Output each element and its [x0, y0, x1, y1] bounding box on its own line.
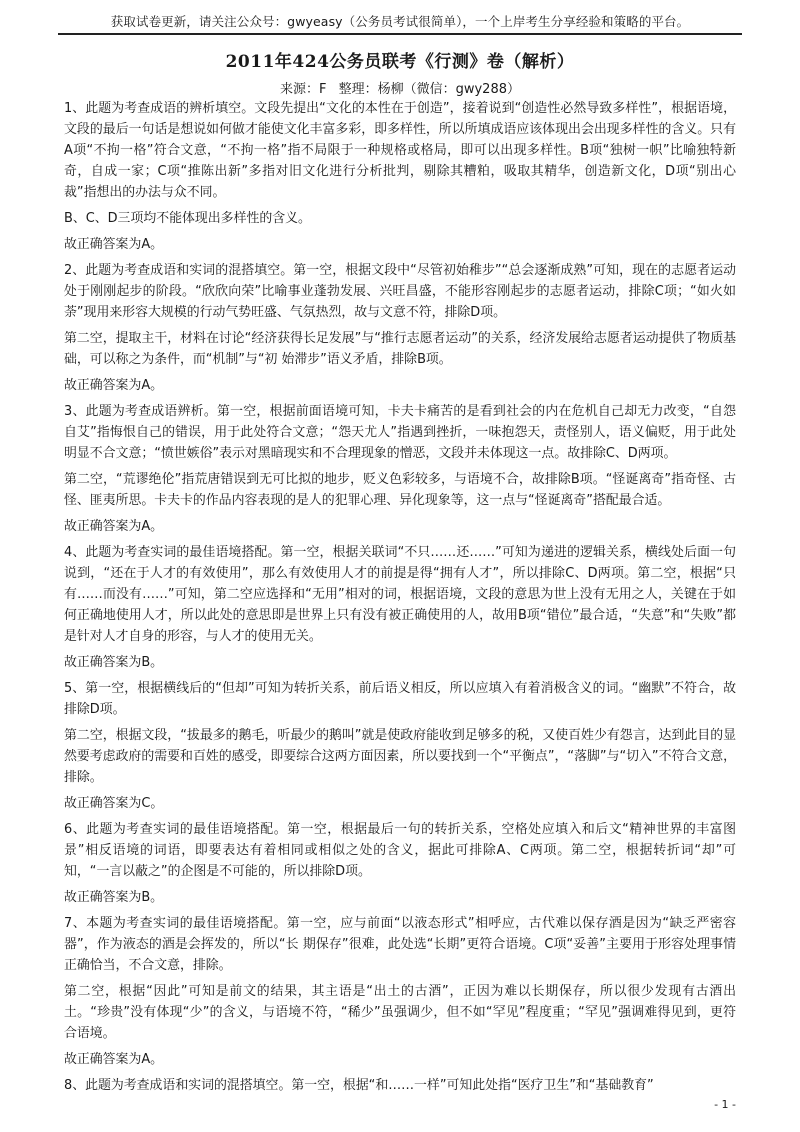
- answer-line: 故正确答案为B。: [64, 655, 164, 670]
- top-banner: [0, 0, 800, 34]
- paragraph: 第二空，“荒谬绝伦”指荒唐错误到无可比拟的地步，贬义色彩较多，与语境不合，故排除B项。“怪诞离奇”指奇怪、古怪、匪夷所思。卡夫卡的作品内容表现的是人的犯罪心理、异化现象等，这一点与“怪诞离奇”搭配最合适。: [64, 472, 736, 508]
- paragraph: 第二空，提取主干，材料在讨论“经济获得长足发展”与“推行志愿者运动”的关系，经济发展给志愿者运动提供了物质基础，可以称之为条件，而“机制”与“初 始滞步”语义矛盾，排除B项。: [64, 331, 736, 367]
- paragraph: 2、此题为考查成语和实词的混搭填空。第一空，根据文段中“尽管初始稚步”“总会逐渐成熟”可知，现在的志愿者运动处于刚刚起步的阶段。“欣欣向荣”比喻事业蓬勃发展、兴旺昌盛，不能形容刚起步的志愿者运动，排除C项；“如火如荼”现用来形容大规模的行动气势旺盛、气氛热烈，故与文意不符，排除D项。: [64, 263, 736, 320]
- paragraph: 1、此题为考查成语的辨析填空。文段先提出“文化的本性在于创造”，接着说到“创造性必然导致多样性”，根据语境，文段的最后一句话是想说如何做才能使文化丰富多彩，即多样性，所以所填成语应该体现出会出现多样性的含义。只有A项“不拘一格”符合文意，“不拘一格”指不局限于一种规格或格局，即可以出现多样性。B项“独树一帜”比喻独特新奇，自成一家；C项“推陈出新”多指对旧文化进行分析批判，剔除其糟粕，吸取其精华，创造新文化，D项“别出心裁”指想出的办法与众不同。: [64, 101, 736, 200]
- paragraph: 7、本题为考查实词的最佳语境搭配。第一空，应与前面“以液态形式”相呼应，古代难以保存酒是因为“缺乏严密容器”，作为液态的酒是会挥发的，所以“长 期保存”很难，此处选“长期”更符合语境。C项“妥善”主要用于形容处理事情正确恰当，不合文意，排除。: [64, 916, 737, 973]
- banner-divider: [58, 33, 742, 35]
- answer-line: 故正确答案为A。: [64, 1052, 164, 1067]
- source-line: [0, 78, 800, 97]
- document-title: 2011年424公务员联考《行测》卷（解析）: [225, 52, 575, 72]
- editor-label: 整理：杨柳（微信：gwy288）: [338, 82, 521, 97]
- answer-line: 故正确答案为C。: [64, 796, 164, 811]
- answer-line: 故正确答案为A。: [64, 519, 164, 534]
- document-body: [64, 98, 736, 1101]
- paragraph: 3、此题为考查成语辨析。第一空，根据前面语境可知，卡夫卡痛苦的是看到社会的内在危机自己却无力改变，“自怨自艾”指悔恨自己的错误，用于此处符合文意；“怨天尤人”指遇到挫折，一味抱怨天，责怪别人，语义偏贬，用于此处明显不合文意；“愤世嫉俗”表示对黑暗现实和不合理现象的憎恶，文段并未体现这一点。故排除C、D两项。: [64, 404, 736, 461]
- paragraph: 第二空，根据文段，“拔最多的鹅毛，听最少的鹅叫”就是使政府能收到足够多的税，又使百姓少有怨言，达到此目的显然要考虑政府的需要和百姓的感受，即要综合这两方面因素，所以要找到一个“平衡点”，“落脚”与“切入”不符合文意，排除。: [64, 728, 736, 785]
- page-number: - 1 -: [714, 1098, 736, 1111]
- answer-line: 故正确答案为A。: [64, 237, 164, 252]
- paragraph: 6、此题为考查实词的最佳语境搭配。第一空，根据最后一句的转折关系，空格处应填入和后文“精神世界的丰富图景”相反语境的词语，即要表达有着相同或相似之处的含义，据此可排除A、C两项。第二空，根据转折词“却”可知，“一言以蔽之”的企图是不可能的，所以排除D项。: [64, 822, 736, 879]
- answer-line: 故正确答案为A。: [64, 378, 164, 393]
- paragraph: 第二空，根据“因此”可知是前文的结果，其主语是“出土的古酒”，正因为难以长期保存，所以很少发现有古酒出土。“珍贵”没有体现“少”的含义，与语境不符，“稀少”虽强调少，但不如“罕见”程度重；“罕见”强调难得见到，更符合语境。: [64, 984, 736, 1041]
- paragraph: 8、此题为考查成语和实词的混搭填空。第一空，根据“和……一样”可知此处指“医疗卫生”和“基础教育”: [64, 1078, 654, 1093]
- paragraph: 5、第一空，根据横线后的“但却”可知为转折关系，前后语义相反，所以应填入有着消极含义的词。“幽默”不符合，故排除D项。: [64, 681, 736, 717]
- paragraph: 4、此题为考查实词的最佳语境搭配。第一空，根据关联词“不只……还……”可知为递进的逻辑关系，横线处后面一句说到，“还在于人才的有效使用”，那么有效使用人才的前提是得“拥有人才”，所以排除C、D两项。第二空，根据“只有……而没有……”可知，第二空应选择和“无用”相对的词，根据语境，文段的意思为世上没有无用之人，关键在于如何正确地使用人才，所以此处的意思即是世界上只有没有被正确使用的人，故用B项“错位”最合适，“失意”和“失败”都是针对人才自身的形容，与人才的使用无关。: [64, 545, 736, 644]
- paragraph: B、C、D三项均不能体现出多样性的含义。: [64, 211, 311, 226]
- answer-line: 故正确答案为B。: [64, 890, 164, 905]
- source-label: 来源：F: [279, 82, 327, 97]
- banner-text: 获取试卷更新，请关注公众号：gwyeasy（公务员考试很简单），一个上岸考生分享经验和策略的平台。: [110, 14, 690, 29]
